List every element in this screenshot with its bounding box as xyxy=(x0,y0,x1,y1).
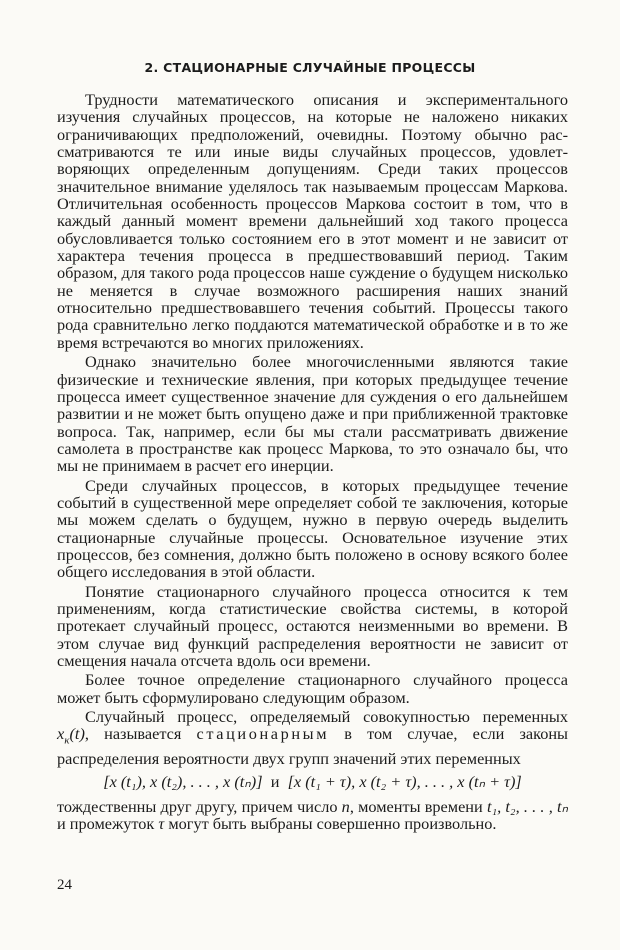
formula-left: [x (t₁), x (t₂), . . . , x (tₙ)] xyxy=(103,772,263,792)
page-number: 24 xyxy=(57,877,72,893)
formula-right: [x (t₁ + τ), x (t₂ + τ), . . . , x (tₙ + τ)] xyxy=(287,772,522,792)
paragraph-3: Среди случайных процессов, в которых предыдущее течение событий в существенной мере определяет собой те заключения, которые мы можем сделать о будущем, нужно в первую очередь выделить стационарные случайные процессы. Основательное изучение этих процессов, без сомнения, должно быть положено в основу всякого более общего исследования в этой области. xyxy=(57,475,568,582)
formula xyxy=(57,773,568,790)
term-stationary: стационарным xyxy=(196,724,330,744)
paragraph-4: Понятие стационарного случайного процесса относится к тем применениям, когда статистические свойства системы, в которой протекает случайный процесс, остаются неизменными во времени. В этом случае вид функций распределения вероятности не зависит от смещения начала отсчета вдоль оси времени. xyxy=(57,581,568,670)
paragraph-2: Однако значительно более многочисленными являются такие физические и технические явления, при которых предыдущее течение процесса имеет существенное значение для суждения о его дальнейшем развитии и не может быть опущено даже и при приближенной трактовке вопроса. Так, например, если бы мы стали рассматривать движение самолета в пространстве как процесс Маркова, то это означало бы, что мы не принимаем в расчет его инерции. xyxy=(57,352,568,476)
body-text xyxy=(57,91,568,834)
paragraph-definition: Случайный процесс, определяемый совокупностью переменных $x_\kappa(t)$, называется стационарным в том случае, если законы распределения вероятности двух групп значений этих переменных xyxy=(57,707,568,768)
formula-conjunction: и xyxy=(270,772,280,792)
variable-x: x xyxy=(57,724,65,744)
paragraph-1: Трудности математического описания и экспериментального изучения случайных процессов, на которые не наложено никаких ограничивающих предположений, очевидны. Поэтому обычно рассматриваются те или иные виды случайных процессов, удовлетворяющих определенным допущениям. Среди таких процессов значительное внимание уделялось так называемым процессам Маркова. Отличительная особенность процессов Маркова состоит в том, что в каждый данный момент времени дальнейший ход такого процесса обусловливается только состоянием его в этот момент и не зависит от характера течения процесса в предшествовавший период. Таким образом, для такого рода процессов наше суждение о будущем нисколько не меняется в случае возможного расширения наших знаний относительно предшествовавшего течения событий. Процессы такого рода сравнительно легко поддаются математической обработке и в то же время встречаются во многих приложениях. xyxy=(57,90,568,352)
paragraph-5: Более точное определение стационарного случайного процесса может быть сформулировано следующим образом. xyxy=(57,670,568,707)
section-heading: 2. СТАЦИОНАРНЫЕ СЛУЧАЙНЫЕ ПРОЦЕССЫ xyxy=(144,60,476,75)
paragraph-closing: тождественны друг другу, причем число n, моменты времени t₁, t₂, . . . , tₙ и промежуток τ могут быть выбраны совершенно произвольно. xyxy=(57,796,568,833)
